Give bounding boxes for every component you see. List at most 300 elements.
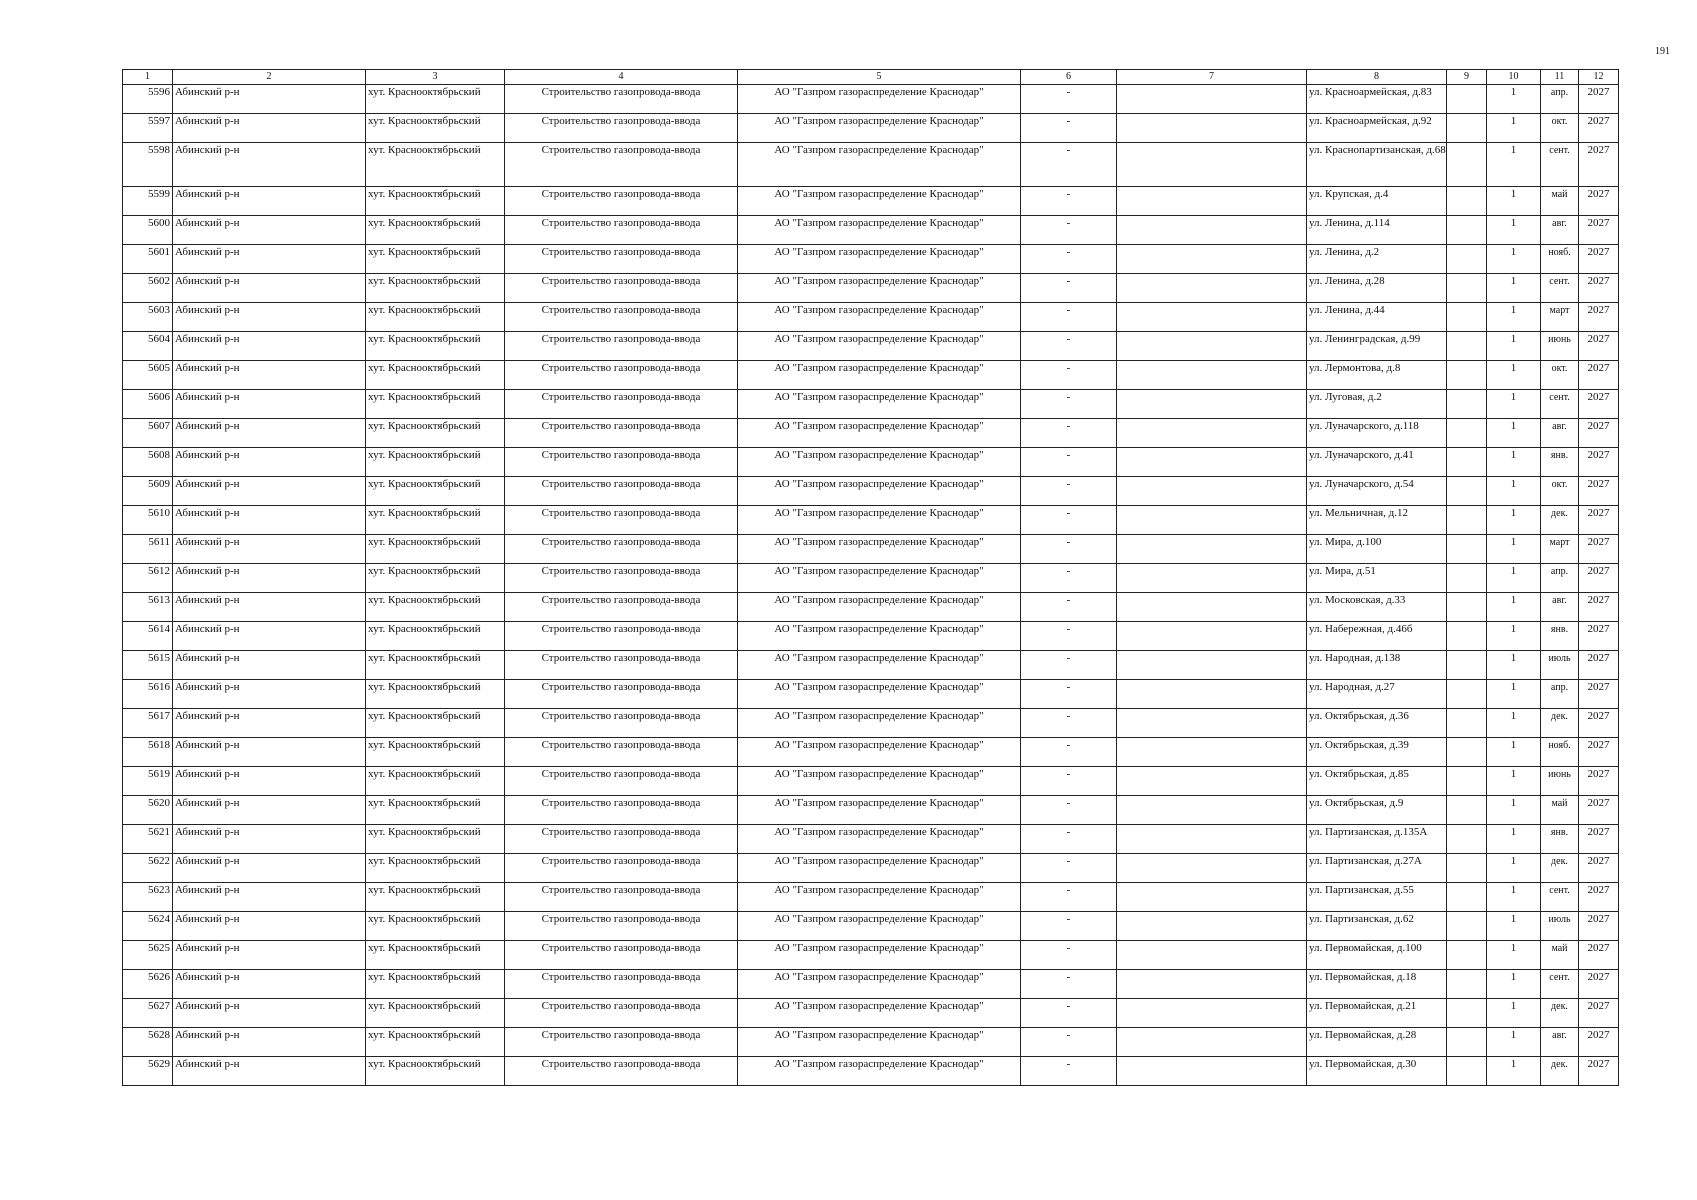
table-cell-col-3: хут. Краснооктябрьский — [366, 114, 505, 143]
table-cell-col-8: ул. Партизанская, д.135А — [1307, 825, 1447, 854]
table-cell-col-9 — [1447, 999, 1487, 1028]
table-cell-col-11: нояб. — [1541, 245, 1579, 274]
table-cell-col-11: июнь — [1541, 332, 1579, 361]
table-cell-col-12: 2027 — [1579, 85, 1619, 114]
table-cell-col-5: АО "Газпром газораспределение Краснодар" — [738, 114, 1021, 143]
table-cell-col-2: Абинский р-н — [173, 303, 366, 332]
table-cell-col-5: АО "Газпром газораспределение Краснодар" — [738, 187, 1021, 216]
table-cell-col-1: 5617 — [123, 709, 173, 738]
table-cell-col-3: хут. Краснооктябрьский — [366, 361, 505, 390]
table-cell-col-10: 1 — [1487, 854, 1541, 883]
table-cell-col-5: АО "Газпром газораспределение Краснодар" — [738, 738, 1021, 767]
table-cell-col-4: Строительство газопровода-ввода — [505, 535, 738, 564]
column-header-9: 9 — [1447, 70, 1487, 85]
table-cell-col-8: ул. Красноармейская, д.92 — [1307, 114, 1447, 143]
table-cell-col-7 — [1117, 651, 1307, 680]
table-row — [123, 1028, 1619, 1057]
table-cell-col-9 — [1447, 390, 1487, 419]
table-cell-col-7 — [1117, 796, 1307, 825]
table-row — [123, 448, 1619, 477]
table-cell-col-8: ул. Мельничная, д.12 — [1307, 506, 1447, 535]
table-cell-col-12: 2027 — [1579, 114, 1619, 143]
table-cell-col-11: апр. — [1541, 680, 1579, 709]
table-row — [123, 854, 1619, 883]
table-cell-col-6: - — [1021, 332, 1117, 361]
table-cell-col-4: Строительство газопровода-ввода — [505, 854, 738, 883]
table-cell-col-4: Строительство газопровода-ввода — [505, 332, 738, 361]
table-cell-col-6: - — [1021, 709, 1117, 738]
table-cell-col-9 — [1447, 114, 1487, 143]
table-cell-col-1: 5611 — [123, 535, 173, 564]
table-cell-col-8: ул. Мира, д.51 — [1307, 564, 1447, 593]
table-cell-col-4: Строительство газопровода-ввода — [505, 593, 738, 622]
table-cell-col-8: ул. Московская, д.33 — [1307, 593, 1447, 622]
table-cell-col-1: 5625 — [123, 941, 173, 970]
table-cell-col-4: Строительство газопровода-ввода — [505, 622, 738, 651]
table-cell-col-8: ул. Первомайская, д.30 — [1307, 1057, 1447, 1086]
table-cell-col-8: ул. Народная, д.138 — [1307, 651, 1447, 680]
column-header-2: 2 — [173, 70, 366, 85]
table-cell-col-9 — [1447, 564, 1487, 593]
table-row — [123, 622, 1619, 651]
table-cell-col-5: АО "Газпром газораспределение Краснодар" — [738, 709, 1021, 738]
table-cell-col-1: 5623 — [123, 883, 173, 912]
table-cell-col-12: 2027 — [1579, 999, 1619, 1028]
table-cell-col-5: АО "Газпром газораспределение Краснодар" — [738, 535, 1021, 564]
table-cell-col-5: АО "Газпром газораспределение Краснодар" — [738, 999, 1021, 1028]
table-cell-col-8: ул. Краснопартизанская, д.68 — [1307, 143, 1447, 187]
table-cell-col-4: Строительство газопровода-ввода — [505, 245, 738, 274]
table-cell-col-10: 1 — [1487, 187, 1541, 216]
table-cell-col-1: 5598 — [123, 143, 173, 187]
table-cell-col-8: ул. Ленина, д.28 — [1307, 274, 1447, 303]
table-cell-col-5: АО "Газпром газораспределение Краснодар" — [738, 564, 1021, 593]
table-cell-col-3: хут. Краснооктябрьский — [366, 651, 505, 680]
table-cell-col-6: - — [1021, 187, 1117, 216]
table-cell-col-3: хут. Краснооктябрьский — [366, 477, 505, 506]
table-cell-col-10: 1 — [1487, 796, 1541, 825]
table-cell-col-5: АО "Газпром газораспределение Краснодар" — [738, 85, 1021, 114]
table-cell-col-3: хут. Краснооктябрьский — [366, 303, 505, 332]
table-cell-col-9 — [1447, 593, 1487, 622]
table-cell-col-4: Строительство газопровода-ввода — [505, 941, 738, 970]
table-cell-col-1: 5596 — [123, 85, 173, 114]
table-cell-col-10: 1 — [1487, 912, 1541, 941]
table-cell-col-4: Строительство газопровода-ввода — [505, 85, 738, 114]
table-cell-col-5: АО "Газпром газораспределение Краснодар" — [738, 477, 1021, 506]
table-cell-col-9 — [1447, 1057, 1487, 1086]
table-cell-col-7 — [1117, 970, 1307, 999]
table-cell-col-7 — [1117, 187, 1307, 216]
table-cell-col-2: Абинский р-н — [173, 245, 366, 274]
table-cell-col-3: хут. Краснооктябрьский — [366, 709, 505, 738]
table-cell-col-10: 1 — [1487, 390, 1541, 419]
table-cell-col-2: Абинский р-н — [173, 709, 366, 738]
table-cell-col-9 — [1447, 883, 1487, 912]
table-cell-col-11: сент. — [1541, 274, 1579, 303]
table-cell-col-6: - — [1021, 114, 1117, 143]
table-cell-col-1: 5622 — [123, 854, 173, 883]
table-cell-col-5: АО "Газпром газораспределение Краснодар" — [738, 622, 1021, 651]
table-cell-col-8: ул. Ленинградская, д.99 — [1307, 332, 1447, 361]
table-cell-col-10: 1 — [1487, 941, 1541, 970]
table-cell-col-5: АО "Газпром газораспределение Краснодар" — [738, 419, 1021, 448]
table-cell-col-9 — [1447, 854, 1487, 883]
table-row — [123, 506, 1619, 535]
table-cell-col-2: Абинский р-н — [173, 680, 366, 709]
table-cell-col-3: хут. Краснооктябрьский — [366, 390, 505, 419]
table-cell-col-1: 5612 — [123, 564, 173, 593]
table-cell-col-2: Абинский р-н — [173, 883, 366, 912]
header-row — [123, 70, 1619, 85]
table-cell-col-8: ул. Луначарского, д.54 — [1307, 477, 1447, 506]
column-header-10: 10 — [1487, 70, 1541, 85]
table-cell-col-12: 2027 — [1579, 143, 1619, 187]
table-cell-col-12: 2027 — [1579, 680, 1619, 709]
table-cell-col-3: хут. Краснооктябрьский — [366, 274, 505, 303]
table-cell-col-10: 1 — [1487, 1057, 1541, 1086]
table-cell-col-4: Строительство газопровода-ввода — [505, 419, 738, 448]
table-row — [123, 361, 1619, 390]
table-cell-col-5: АО "Газпром газораспределение Краснодар" — [738, 332, 1021, 361]
table-cell-col-4: Строительство газопровода-ввода — [505, 114, 738, 143]
table-cell-col-2: Абинский р-н — [173, 912, 366, 941]
table-cell-col-10: 1 — [1487, 245, 1541, 274]
table-cell-col-6: - — [1021, 622, 1117, 651]
table-cell-col-1: 5627 — [123, 999, 173, 1028]
table-cell-col-12: 2027 — [1579, 825, 1619, 854]
table-cell-col-4: Строительство газопровода-ввода — [505, 216, 738, 245]
table-cell-col-6: - — [1021, 796, 1117, 825]
table-cell-col-9 — [1447, 970, 1487, 999]
table-cell-col-12: 2027 — [1579, 506, 1619, 535]
table-cell-col-12: 2027 — [1579, 709, 1619, 738]
table-row — [123, 535, 1619, 564]
table-cell-col-8: ул. Народная, д.27 — [1307, 680, 1447, 709]
table-cell-col-9 — [1447, 680, 1487, 709]
table-cell-col-3: хут. Краснооктябрьский — [366, 999, 505, 1028]
table-cell-col-10: 1 — [1487, 593, 1541, 622]
document-table — [122, 69, 1619, 1086]
table-cell-col-9 — [1447, 216, 1487, 245]
table-cell-col-10: 1 — [1487, 767, 1541, 796]
table-cell-col-7 — [1117, 143, 1307, 187]
table-cell-col-8: ул. Октябрьская, д.39 — [1307, 738, 1447, 767]
column-header-12: 12 — [1579, 70, 1619, 85]
table-cell-col-7 — [1117, 564, 1307, 593]
table-cell-col-9 — [1447, 187, 1487, 216]
table-cell-col-1: 5607 — [123, 419, 173, 448]
table-cell-col-1: 5628 — [123, 1028, 173, 1057]
table-cell-col-8: ул. Красноармейская, д.83 — [1307, 85, 1447, 114]
table-row — [123, 1057, 1619, 1086]
table-cell-col-1: 5606 — [123, 390, 173, 419]
table-cell-col-1: 5602 — [123, 274, 173, 303]
table-cell-col-2: Абинский р-н — [173, 767, 366, 796]
table-cell-col-12: 2027 — [1579, 912, 1619, 941]
table-cell-col-7 — [1117, 854, 1307, 883]
table-cell-col-8: ул. Луговая, д.2 — [1307, 390, 1447, 419]
table-cell-col-5: АО "Газпром газораспределение Краснодар" — [738, 680, 1021, 709]
table-cell-col-12: 2027 — [1579, 941, 1619, 970]
table-cell-col-7 — [1117, 390, 1307, 419]
table-cell-col-2: Абинский р-н — [173, 448, 366, 477]
table-cell-col-9 — [1447, 361, 1487, 390]
table-cell-col-4: Строительство газопровода-ввода — [505, 767, 738, 796]
table-cell-col-9 — [1447, 303, 1487, 332]
table-cell-col-11: май — [1541, 187, 1579, 216]
table-row — [123, 796, 1619, 825]
table-cell-col-12: 2027 — [1579, 245, 1619, 274]
table-cell-col-2: Абинский р-н — [173, 999, 366, 1028]
table-cell-col-5: АО "Газпром газораспределение Краснодар" — [738, 854, 1021, 883]
table-cell-col-9 — [1447, 274, 1487, 303]
table-cell-col-5: АО "Газпром газораспределение Краснодар" — [738, 274, 1021, 303]
table-cell-col-2: Абинский р-н — [173, 854, 366, 883]
table-cell-col-10: 1 — [1487, 506, 1541, 535]
table-cell-col-12: 2027 — [1579, 419, 1619, 448]
table-cell-col-5: АО "Газпром газораспределение Краснодар" — [738, 1057, 1021, 1086]
table-cell-col-6: - — [1021, 361, 1117, 390]
table-cell-col-7 — [1117, 303, 1307, 332]
table-row — [123, 303, 1619, 332]
table-cell-col-2: Абинский р-н — [173, 419, 366, 448]
table-cell-col-12: 2027 — [1579, 970, 1619, 999]
table-cell-col-2: Абинский р-н — [173, 274, 366, 303]
table-cell-col-3: хут. Краснооктябрьский — [366, 332, 505, 361]
table-cell-col-5: АО "Газпром газораспределение Краснодар" — [738, 912, 1021, 941]
table-cell-col-2: Абинский р-н — [173, 564, 366, 593]
table-cell-col-9 — [1447, 767, 1487, 796]
table-cell-col-7 — [1117, 767, 1307, 796]
table-cell-col-11: май — [1541, 941, 1579, 970]
table-cell-col-4: Строительство газопровода-ввода — [505, 477, 738, 506]
table-cell-col-5: АО "Газпром газораспределение Краснодар" — [738, 941, 1021, 970]
table-cell-col-8: ул. Первомайская, д.28 — [1307, 1028, 1447, 1057]
table-cell-col-6: - — [1021, 303, 1117, 332]
table-cell-col-10: 1 — [1487, 825, 1541, 854]
table-cell-col-6: - — [1021, 825, 1117, 854]
table-cell-col-2: Абинский р-н — [173, 535, 366, 564]
table-cell-col-5: АО "Газпром газораспределение Краснодар" — [738, 216, 1021, 245]
table-cell-col-5: АО "Газпром газораспределение Краснодар" — [738, 361, 1021, 390]
table-cell-col-2: Абинский р-н — [173, 970, 366, 999]
column-header-6: 6 — [1021, 70, 1117, 85]
table-cell-col-6: - — [1021, 564, 1117, 593]
table-row — [123, 941, 1619, 970]
table-cell-col-5: АО "Газпром газораспределение Краснодар" — [738, 796, 1021, 825]
table-row — [123, 564, 1619, 593]
table-cell-col-5: АО "Газпром газораспределение Краснодар" — [738, 245, 1021, 274]
table-cell-col-8: ул. Партизанская, д.55 — [1307, 883, 1447, 912]
table-cell-col-1: 5603 — [123, 303, 173, 332]
table-cell-col-8: ул. Октябрьская, д.85 — [1307, 767, 1447, 796]
table-cell-col-5: АО "Газпром газораспределение Краснодар" — [738, 970, 1021, 999]
table-cell-col-2: Абинский р-н — [173, 593, 366, 622]
table-cell-col-5: АО "Газпром газораспределение Краснодар" — [738, 883, 1021, 912]
table-cell-col-5: АО "Газпром газораспределение Краснодар" — [738, 143, 1021, 187]
table-cell-col-3: хут. Краснооктябрьский — [366, 941, 505, 970]
table-cell-col-4: Строительство газопровода-ввода — [505, 970, 738, 999]
table-cell-col-3: хут. Краснооктябрьский — [366, 970, 505, 999]
table-cell-col-11: сент. — [1541, 143, 1579, 187]
table-cell-col-11: янв. — [1541, 825, 1579, 854]
table-cell-col-1: 5619 — [123, 767, 173, 796]
table-cell-col-3: хут. Краснооктябрьский — [366, 216, 505, 245]
table-cell-col-7 — [1117, 245, 1307, 274]
table-cell-col-9 — [1447, 651, 1487, 680]
table-cell-col-7 — [1117, 999, 1307, 1028]
table-cell-col-4: Строительство газопровода-ввода — [505, 143, 738, 187]
table-cell-col-10: 1 — [1487, 85, 1541, 114]
table-cell-col-9 — [1447, 448, 1487, 477]
table-cell-col-2: Абинский р-н — [173, 85, 366, 114]
table-row — [123, 825, 1619, 854]
table-cell-col-4: Строительство газопровода-ввода — [505, 999, 738, 1028]
table-cell-col-5: АО "Газпром газораспределение Краснодар" — [738, 506, 1021, 535]
table-row — [123, 970, 1619, 999]
table-cell-col-1: 5618 — [123, 738, 173, 767]
table-cell-col-3: хут. Краснооктябрьский — [366, 187, 505, 216]
table-cell-col-1: 5608 — [123, 448, 173, 477]
table-cell-col-10: 1 — [1487, 332, 1541, 361]
table-cell-col-10: 1 — [1487, 114, 1541, 143]
table-cell-col-2: Абинский р-н — [173, 825, 366, 854]
table-cell-col-2: Абинский р-н — [173, 941, 366, 970]
table-cell-col-12: 2027 — [1579, 796, 1619, 825]
table-cell-col-6: - — [1021, 912, 1117, 941]
table-cell-col-10: 1 — [1487, 564, 1541, 593]
table-cell-col-8: ул. Луначарского, д.118 — [1307, 419, 1447, 448]
table-cell-col-6: - — [1021, 651, 1117, 680]
table-cell-col-11: авг. — [1541, 419, 1579, 448]
table-cell-col-9 — [1447, 738, 1487, 767]
table-cell-col-11: окт. — [1541, 114, 1579, 143]
table-cell-col-9 — [1447, 143, 1487, 187]
table-cell-col-4: Строительство газопровода-ввода — [505, 564, 738, 593]
table-cell-col-1: 5609 — [123, 477, 173, 506]
table-cell-col-10: 1 — [1487, 709, 1541, 738]
table-cell-col-6: - — [1021, 738, 1117, 767]
table-cell-col-12: 2027 — [1579, 390, 1619, 419]
table-cell-col-2: Абинский р-н — [173, 622, 366, 651]
table-cell-col-7 — [1117, 593, 1307, 622]
table-cell-col-2: Абинский р-н — [173, 390, 366, 419]
table-cell-col-10: 1 — [1487, 680, 1541, 709]
table-cell-col-9 — [1447, 1028, 1487, 1057]
table-cell-col-11: апр. — [1541, 564, 1579, 593]
table-cell-col-4: Строительство газопровода-ввода — [505, 738, 738, 767]
table-cell-col-3: хут. Краснооктябрьский — [366, 883, 505, 912]
table-cell-col-7 — [1117, 1057, 1307, 1086]
table-cell-col-7 — [1117, 114, 1307, 143]
table-cell-col-12: 2027 — [1579, 274, 1619, 303]
table-row — [123, 680, 1619, 709]
table-cell-col-12: 2027 — [1579, 651, 1619, 680]
table-cell-col-3: хут. Краснооктябрьский — [366, 535, 505, 564]
table-cell-col-12: 2027 — [1579, 1057, 1619, 1086]
table-cell-col-11: янв. — [1541, 448, 1579, 477]
table-cell-col-6: - — [1021, 448, 1117, 477]
table-cell-col-2: Абинский р-н — [173, 361, 366, 390]
table-cell-col-8: ул. Ленина, д.114 — [1307, 216, 1447, 245]
table-cell-col-11: авг. — [1541, 1028, 1579, 1057]
table-cell-col-6: - — [1021, 680, 1117, 709]
table-header — [123, 70, 1619, 85]
table-cell-col-11: авг. — [1541, 593, 1579, 622]
table-cell-col-12: 2027 — [1579, 332, 1619, 361]
table-cell-col-1: 5624 — [123, 912, 173, 941]
table-cell-col-11: июнь — [1541, 767, 1579, 796]
column-header-11: 11 — [1541, 70, 1579, 85]
table-cell-col-4: Строительство газопровода-ввода — [505, 506, 738, 535]
table-cell-col-3: хут. Краснооктябрьский — [366, 767, 505, 796]
table-cell-col-12: 2027 — [1579, 535, 1619, 564]
table-cell-col-9 — [1447, 419, 1487, 448]
table-cell-col-5: АО "Газпром газораспределение Краснодар" — [738, 593, 1021, 622]
table-cell-col-4: Строительство газопровода-ввода — [505, 883, 738, 912]
table-cell-col-7 — [1117, 332, 1307, 361]
table-cell-col-5: АО "Газпром газораспределение Краснодар" — [738, 825, 1021, 854]
table-cell-col-3: хут. Краснооктябрьский — [366, 622, 505, 651]
table-cell-col-7 — [1117, 912, 1307, 941]
table-cell-col-1: 5615 — [123, 651, 173, 680]
table-row — [123, 245, 1619, 274]
table-cell-col-11: июль — [1541, 912, 1579, 941]
table-cell-col-11: дек. — [1541, 999, 1579, 1028]
table-cell-col-4: Строительство газопровода-ввода — [505, 825, 738, 854]
table-cell-col-11: окт. — [1541, 477, 1579, 506]
table-cell-col-4: Строительство газопровода-ввода — [505, 796, 738, 825]
table-cell-col-1: 5629 — [123, 1057, 173, 1086]
table-cell-col-7 — [1117, 941, 1307, 970]
table-cell-col-10: 1 — [1487, 143, 1541, 187]
table-cell-col-12: 2027 — [1579, 216, 1619, 245]
table-cell-col-10: 1 — [1487, 622, 1541, 651]
table-cell-col-1: 5621 — [123, 825, 173, 854]
table-cell-col-3: хут. Краснооктябрьский — [366, 593, 505, 622]
table-cell-col-7 — [1117, 85, 1307, 114]
table-cell-col-4: Строительство газопровода-ввода — [505, 303, 738, 332]
table-cell-col-6: - — [1021, 941, 1117, 970]
table-cell-col-1: 5600 — [123, 216, 173, 245]
table-cell-col-10: 1 — [1487, 419, 1541, 448]
table-cell-col-11: янв. — [1541, 622, 1579, 651]
table-cell-col-12: 2027 — [1579, 187, 1619, 216]
table-row — [123, 274, 1619, 303]
table-cell-col-9 — [1447, 535, 1487, 564]
table-cell-col-3: хут. Краснооктябрьский — [366, 825, 505, 854]
table-cell-col-11: сент. — [1541, 970, 1579, 999]
table-cell-col-4: Строительство газопровода-ввода — [505, 187, 738, 216]
table-cell-col-3: хут. Краснооктябрьский — [366, 506, 505, 535]
table-row — [123, 114, 1619, 143]
table-cell-col-10: 1 — [1487, 448, 1541, 477]
table-cell-col-8: ул. Октябрьская, д.36 — [1307, 709, 1447, 738]
table-cell-col-11: июль — [1541, 651, 1579, 680]
table-cell-col-7 — [1117, 709, 1307, 738]
table-cell-col-6: - — [1021, 245, 1117, 274]
table-cell-col-10: 1 — [1487, 535, 1541, 564]
table-cell-col-9 — [1447, 796, 1487, 825]
table-cell-col-12: 2027 — [1579, 564, 1619, 593]
table-cell-col-9 — [1447, 477, 1487, 506]
column-header-4: 4 — [505, 70, 738, 85]
column-header-3: 3 — [366, 70, 505, 85]
column-header-1: 1 — [123, 70, 173, 85]
table-cell-col-2: Абинский р-н — [173, 651, 366, 680]
table-cell-col-12: 2027 — [1579, 361, 1619, 390]
